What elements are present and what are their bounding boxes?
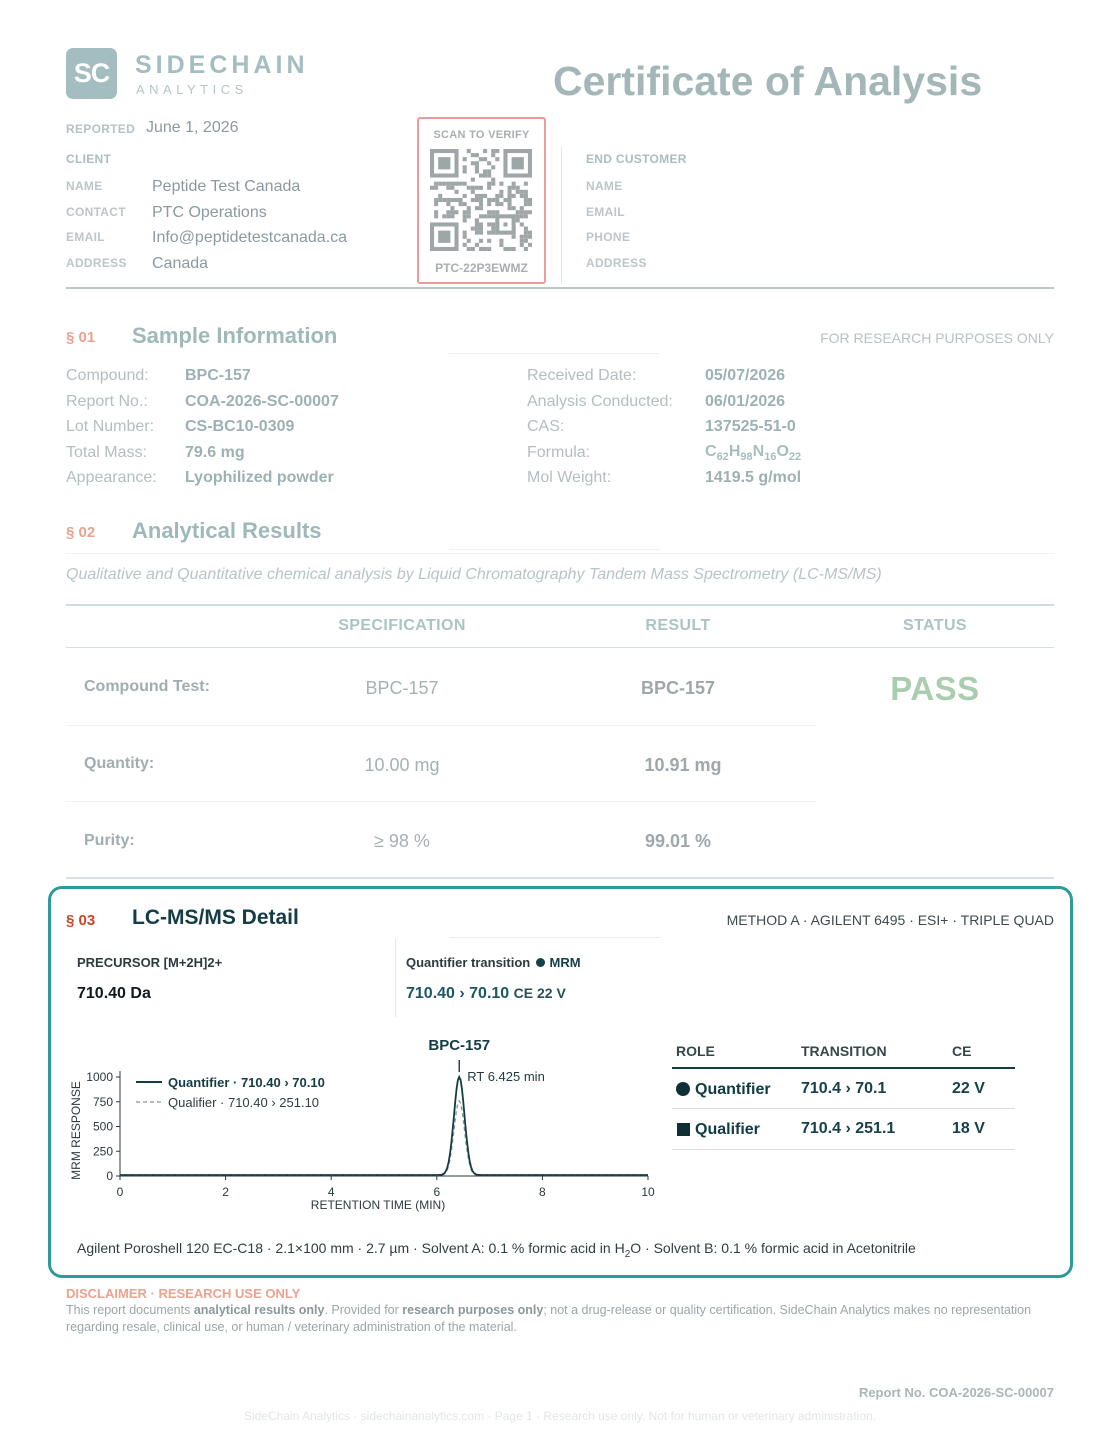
results-row-divider-1 xyxy=(66,725,816,726)
cas-value: 137525-51-0 xyxy=(705,418,796,435)
quantifier-transition-label xyxy=(406,955,581,970)
verification-code: PTC-22P3EWMZ xyxy=(435,261,528,275)
quantity-spec: 10.00 mg xyxy=(364,755,440,775)
instrument-method: METHOD A · AGILENT 6495 · ESI+ · TRIPLE QUAD xyxy=(726,912,1054,928)
results-table-bottom-rule xyxy=(66,877,1054,879)
client-name: Peptide Test Canada xyxy=(152,178,301,195)
x-tick-label: 4 xyxy=(327,1185,335,1199)
lot-number-value: CS-BC10-0309 xyxy=(185,418,295,435)
reported-label: REPORTED xyxy=(66,122,136,136)
end-customer-heading: END CUSTOMER xyxy=(586,152,687,166)
formula-element: H xyxy=(728,443,741,460)
spec-header: SPECIFICATION xyxy=(338,617,466,634)
formula-subscript: 16 xyxy=(764,451,777,464)
results-row-divider-2 xyxy=(66,801,816,802)
section-3-number: § 03 xyxy=(66,912,96,929)
quantifier-transition: 710.4 › 70.1 xyxy=(801,1080,887,1097)
precursor-divider xyxy=(395,939,396,1017)
qualifier-transition: 710.4 › 251.1 xyxy=(801,1120,896,1137)
formula-subscript: 22 xyxy=(788,451,802,464)
client-email[interactable]: Info@peptidetestcanada.ca xyxy=(152,229,348,246)
mrm-tag: MRM xyxy=(549,955,581,970)
disclaimer-heading: DISCLAIMER · RESEARCH USE ONLY xyxy=(66,1286,301,1301)
client-heading: CLIENT xyxy=(66,152,112,166)
pass-status-badge: PASS xyxy=(890,670,980,707)
formula-element: O xyxy=(776,443,789,460)
purity-spec: ≥ 98 % xyxy=(374,831,430,851)
report-number-footer: Report No. COA-2026-SC-00007 xyxy=(858,1385,1054,1400)
formula-element: C xyxy=(705,443,717,460)
research-only-note: FOR RESEARCH PURPOSES ONLY xyxy=(820,330,1054,346)
brand-name: SIDECHAIN xyxy=(135,51,309,79)
mol-weight-label: Mol Weight: xyxy=(527,469,612,486)
results-header-rule xyxy=(66,647,1054,648)
quantifier-transition-mz: 710.40 › 70.10 xyxy=(406,985,510,1002)
client-contact: PTC Operations xyxy=(152,204,267,221)
report-no-label: Report No.: xyxy=(66,393,148,410)
qualifier-role: Qualifier xyxy=(695,1121,760,1138)
section-1-rule xyxy=(449,353,660,354)
section-3-title: LC-MS/MS Detail xyxy=(132,906,299,929)
transition-table-bottom xyxy=(672,1149,1015,1150)
compound-test-result: BPC-157 xyxy=(640,678,716,698)
company-logo: SC xyxy=(66,48,117,99)
precursor-value: 710.40 Da xyxy=(77,985,151,1002)
section-3-rule xyxy=(449,937,660,938)
received-date-label: Received Date: xyxy=(527,367,637,384)
compound-test-label: Compound Test: xyxy=(84,678,210,695)
quantifier-ce: CE 22 V xyxy=(513,985,566,1001)
end-customer-name-label: NAME xyxy=(586,179,623,193)
appearance-value: Lyophilized powder xyxy=(185,469,334,486)
y-tick-label: 250 xyxy=(92,1144,113,1159)
client-email-label: EMAIL xyxy=(66,230,105,244)
y-tick-label: 1000 xyxy=(86,1070,113,1084)
total-mass-value: 79.6 mg xyxy=(185,444,245,461)
chromatogram-chart xyxy=(60,1030,670,1220)
mol-weight-value: 1419.5 g/mol xyxy=(705,469,802,486)
formula-subscript: 98 xyxy=(740,451,753,464)
precursor-label: PRECURSOR [M+2H]2+ xyxy=(77,955,223,970)
reported-date: June 1, 2026 xyxy=(146,119,239,136)
role-header: ROLE xyxy=(676,1043,715,1059)
quantifier-ce-value: 22 V xyxy=(952,1080,985,1097)
disclaimer-text-1: This report documents xyxy=(66,1303,194,1317)
y-tick-label: 750 xyxy=(92,1094,113,1109)
page-footer: SideChain Analytics · sidechainanalytics.com · Page 1 · Research use only. Not for human or veterinary administration. xyxy=(243,1409,877,1423)
quantifier-trace xyxy=(120,1077,648,1175)
chart-title: BPC-157 xyxy=(428,1037,491,1054)
result-header: RESULT xyxy=(645,617,711,634)
end-customer-address-label: ADDRESS xyxy=(586,256,647,270)
circle-marker-icon xyxy=(676,1082,690,1096)
y-tick-label: 0 xyxy=(106,1169,113,1183)
quantifier-role: Quantifier xyxy=(695,1081,771,1098)
transition-row-divider xyxy=(672,1108,1015,1109)
purity-label: Purity: xyxy=(84,832,135,849)
disclaimer-text-3: ; not a drug-release or quality certification. SideChain Analytics makes no representation regarding resale, clinical use, or human / veterinary administration of the material. xyxy=(66,1303,1032,1334)
client-address: Canada xyxy=(152,255,209,272)
x-tick-label: 6 xyxy=(433,1185,441,1199)
solvent-info: O · Solvent B: 0.1 % formic acid in Acetonitrile xyxy=(630,1240,916,1256)
disclaimer-text-2: . Provided for xyxy=(324,1303,403,1317)
compound-test-spec: BPC-157 xyxy=(365,678,439,698)
formula-value xyxy=(705,443,801,463)
section-2-rule-b xyxy=(66,553,1054,554)
disclaimer-bold-2: research purposes only xyxy=(402,1303,544,1317)
x-tick-label: 8 xyxy=(539,1185,546,1199)
disclaimer-body xyxy=(66,1302,1056,1336)
header-divider xyxy=(561,147,562,284)
scan-to-verify-label: SCAN TO VERIFY xyxy=(433,129,530,141)
section-2-number: § 02 xyxy=(66,524,96,541)
purity-result: 99.01 % xyxy=(644,831,712,851)
ce-header: CE xyxy=(952,1043,972,1059)
x-axis-label: RETENTION TIME (MIN) xyxy=(310,1198,446,1212)
section-2-rule-a xyxy=(449,549,660,550)
analysis-method-subtitle: Qualitative and Quantitative chemical analysis by Liquid Chromatography Tandem Mass Spectrometry (LC-MS/MS) xyxy=(66,566,882,583)
y-axis-label: MRM RESPONSE xyxy=(69,1081,83,1180)
mrm-dot-icon xyxy=(536,958,545,967)
quantity-result: 10.91 mg xyxy=(644,755,722,775)
qualifier-ce-value: 18 V xyxy=(952,1120,985,1137)
lot-number-label: Lot Number: xyxy=(66,418,155,435)
legend-qualifier-label: Qualifier · 710.40 › 251.10 xyxy=(168,1095,320,1110)
compound-value: BPC-157 xyxy=(185,367,251,384)
section-1-title: Sample Information xyxy=(132,323,338,348)
qualifier-trace xyxy=(120,1101,648,1176)
end-customer-email-label: EMAIL xyxy=(586,205,625,219)
quantity-label: Quantity: xyxy=(84,755,155,772)
client-contact-label: CONTACT xyxy=(66,205,126,219)
qr-code-icon[interactable] xyxy=(430,149,532,251)
formula-element: N xyxy=(752,443,765,460)
client-address-label: ADDRESS xyxy=(66,256,127,270)
quantifier-transition-text: Quantifier transition xyxy=(406,955,531,970)
section-2-title: Analytical Results xyxy=(132,518,322,543)
formula-label: Formula: xyxy=(527,444,591,461)
disclaimer-bold-1: analytical results only xyxy=(193,1303,325,1317)
x-tick-label: 2 xyxy=(222,1185,229,1199)
x-tick-label: 0 xyxy=(116,1185,124,1199)
end-customer-phone-label: PHONE xyxy=(586,230,631,244)
appearance-label: Appearance: xyxy=(66,469,157,486)
header-rule xyxy=(66,287,1054,289)
results-table-top-rule xyxy=(66,604,1054,606)
column-info: Agilent Poroshell 120 EC-C18 · 2.1×100 mm · 2.7 µm · Solvent A: 0.1 % formic acid in H xyxy=(77,1240,625,1256)
document-title: Certificate of Analysis xyxy=(553,58,983,104)
column-solvent-info xyxy=(77,1240,916,1260)
formula-subscript: 62 xyxy=(716,451,729,464)
legend-quantifier-label: Quantifier · 710.40 › 70.10 xyxy=(168,1075,325,1090)
cas-label: CAS: xyxy=(527,418,565,435)
transition-header: TRANSITION xyxy=(801,1043,887,1059)
square-marker-icon xyxy=(677,1123,690,1136)
x-tick-label: 10 xyxy=(641,1185,655,1199)
report-no-value: COA-2026-SC-00007 xyxy=(185,393,339,410)
compound-label: Compound: xyxy=(66,367,149,384)
h2o-subscript: 2 xyxy=(624,1248,631,1260)
status-header: STATUS xyxy=(902,617,968,634)
brand-subtitle: ANALYTICS xyxy=(136,82,248,97)
analysis-date-label: Analysis Conducted: xyxy=(527,393,673,410)
transition-table-rule xyxy=(672,1067,1015,1069)
analysis-date-value: 06/01/2026 xyxy=(705,393,786,410)
total-mass-label: Total Mass: xyxy=(66,444,147,461)
y-tick-label: 500 xyxy=(92,1119,113,1134)
quantifier-transition-value xyxy=(406,985,566,1003)
section-1-number: § 01 xyxy=(66,329,96,346)
received-date-value: 05/07/2026 xyxy=(705,367,786,384)
client-name-label: NAME xyxy=(66,179,103,193)
rt-annotation: RT 6.425 min xyxy=(467,1069,545,1084)
